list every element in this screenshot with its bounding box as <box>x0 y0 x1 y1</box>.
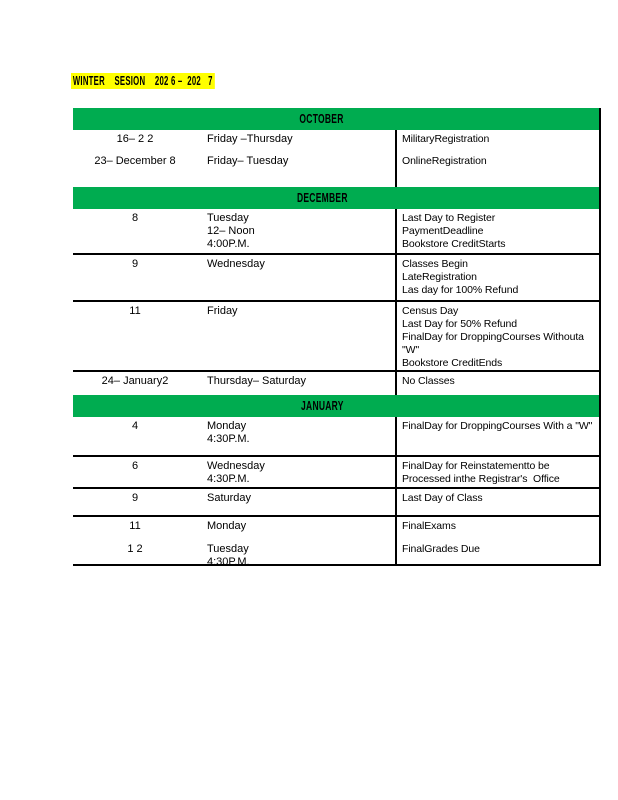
table-row <box>73 517 599 540</box>
event-cell <box>395 209 599 253</box>
date-cell: 24– January2 <box>101 375 169 387</box>
text-line: Wednesday <box>207 460 265 472</box>
text-line: 4:30P.M. <box>207 556 250 568</box>
date-cell: 8 <box>131 212 139 224</box>
date-cell: 1 2 <box>127 543 143 555</box>
table-row <box>73 255 599 302</box>
day-cell <box>205 372 395 395</box>
text-line: FinalGrades Due <box>402 543 480 555</box>
table-row <box>73 302 599 372</box>
day-cell <box>205 130 395 152</box>
date-cell: 9 <box>131 492 139 504</box>
month-header-december <box>73 187 599 209</box>
text-line: PaymentDeadline <box>402 225 484 237</box>
text-line: "W" <box>402 344 420 356</box>
text-line: LateRegistration <box>402 271 477 283</box>
table-row <box>73 417 599 457</box>
calendar-table <box>73 108 601 566</box>
date-cell: 6 <box>131 460 139 472</box>
text-line: Tuesday <box>207 543 249 555</box>
text-line: FinalDay for DroppingCourses Withouta <box>402 331 584 343</box>
text-line: Friday –Thursday <box>207 133 293 145</box>
text-line: Bookstore CreditStarts <box>402 238 506 250</box>
event-cell <box>395 457 599 487</box>
month-header-label: DECEMBER <box>296 191 348 205</box>
text-line: Monday <box>207 420 247 432</box>
day-cell <box>205 517 395 540</box>
table-row <box>73 489 599 517</box>
event-cell <box>395 517 599 540</box>
text-line: 4:30P.M. <box>207 473 250 485</box>
event-cell <box>395 540 599 564</box>
text-line: Bookstore CreditEnds <box>402 357 503 369</box>
table-row <box>73 130 599 152</box>
document-title: WINTER SESION 202 6 – 202 7 <box>72 74 213 88</box>
text-line: Last Day for 50% Refund <box>402 318 518 330</box>
text-line: Wednesday <box>207 258 265 270</box>
text-line: FinalDay for DroppingCourses With a "W" <box>402 420 593 432</box>
event-cell <box>395 302 599 370</box>
date-cell: 9 <box>131 258 139 270</box>
day-cell <box>205 489 395 515</box>
text-line: 4:30P.M. <box>207 433 250 445</box>
text-line: Las day for 100% Refund <box>402 284 519 296</box>
event-cell <box>395 372 599 395</box>
table-row <box>73 457 599 489</box>
day-cell <box>205 457 395 487</box>
date-cell: 4 <box>131 420 139 432</box>
event-cell <box>395 255 599 300</box>
day-cell <box>205 302 395 370</box>
day-cell <box>205 209 395 253</box>
text-line: Processed inthe Registrar's Office <box>402 473 560 485</box>
month-header-label: JANUARY <box>300 399 344 413</box>
text-line: Friday <box>207 305 238 317</box>
text-line: FinalExams <box>402 520 456 532</box>
month-header-label: OCTOBER <box>299 112 345 126</box>
date-cell: 16– 2 2 <box>116 133 154 145</box>
date-cell: 23– December 8 <box>94 155 176 167</box>
day-cell <box>205 540 395 568</box>
event-cell <box>395 152 599 187</box>
day-cell <box>205 152 395 187</box>
text-line: Last Day of Class <box>402 492 483 504</box>
text-line: Tuesday <box>207 212 249 224</box>
text-line: Monday <box>207 520 247 532</box>
table-row <box>73 152 599 187</box>
text-line: Classes Begin <box>402 258 468 270</box>
text-line: Census Day <box>402 305 459 317</box>
day-cell <box>205 255 395 300</box>
text-line: Friday– Tuesday <box>207 155 289 167</box>
event-cell <box>395 130 599 152</box>
text-line: 4:00P.M. <box>207 238 250 250</box>
text-line: FinalDay for Reinstatementto be <box>402 460 550 472</box>
text-line: Saturday <box>207 492 252 504</box>
table-row <box>73 540 599 566</box>
text-line: OnlineRegistration <box>402 155 487 167</box>
event-cell <box>395 417 599 455</box>
date-cell: 11 <box>129 520 141 532</box>
table-row <box>73 209 599 255</box>
month-header-january <box>73 395 599 417</box>
table-row <box>73 372 599 395</box>
event-cell <box>395 489 599 515</box>
month-header-october <box>73 108 599 130</box>
text-line: Thursday– Saturday <box>207 375 307 387</box>
day-cell <box>205 417 395 455</box>
date-cell: 11 <box>129 305 141 317</box>
text-line: Last Day to Register <box>402 212 496 224</box>
document-title-wrap <box>71 72 303 90</box>
text-line: 12– Noon <box>207 225 255 237</box>
text-line: MilitaryRegistration <box>402 133 490 145</box>
text-line: No Classes <box>402 375 455 387</box>
